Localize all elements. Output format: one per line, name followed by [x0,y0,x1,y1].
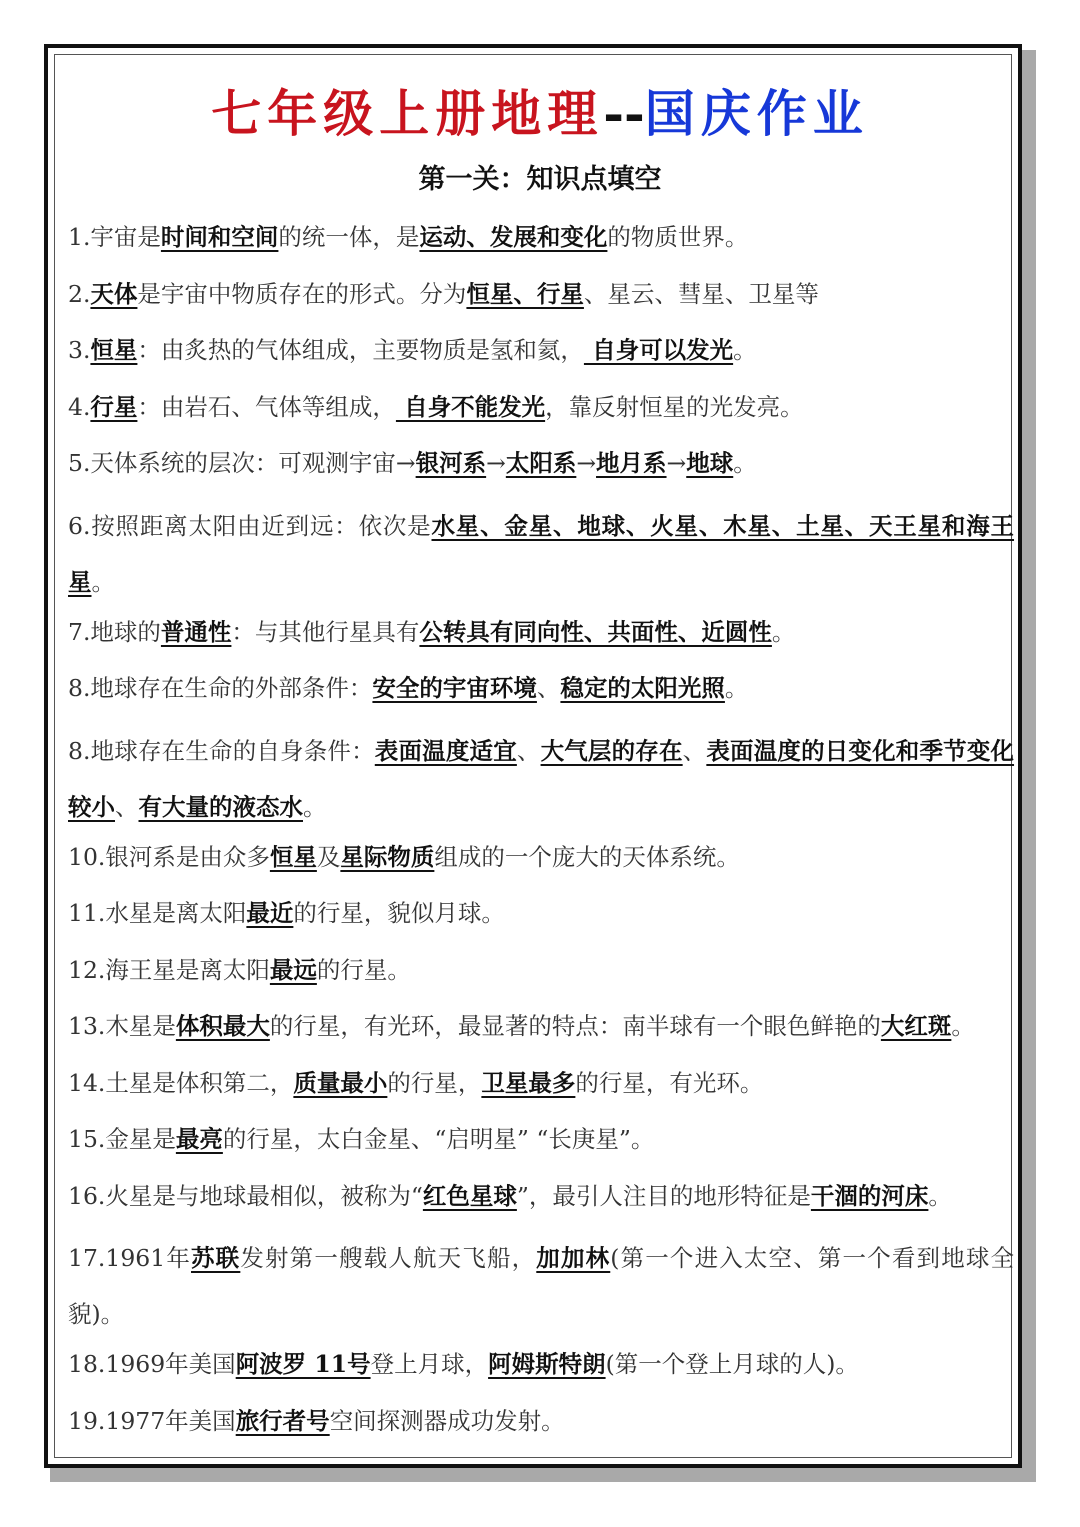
item-text: 8.地球存在生命的外部条件： [68,674,373,702]
item-text: ：由炙热的气体组成，主要物质是氢和氦， [137,336,584,364]
item-text: 的统一体，是 [278,223,420,251]
answer-keyword: 恒星 [269,842,317,871]
item-text: 的行星。 [316,955,411,984]
item-text: 7.地球的 [68,617,161,646]
knowledge-item [68,385,1014,429]
knowledge-item [68,1004,1014,1048]
item-text: 、 [682,736,707,765]
knowledge-item [68,1342,1014,1386]
item-text: 17.1961年 [68,1244,192,1272]
knowledge-item [68,1117,1014,1161]
answer-keyword: 干涸的河床 [810,1181,929,1210]
item-text: 空间探测器成功发射。 [329,1406,565,1435]
knowledge-item [68,1061,1014,1105]
answer-keyword: 最亮 [175,1125,223,1153]
title-homework: 国庆作业 [644,84,869,143]
title-separator: -- [603,84,645,143]
answer-keyword: 安全的宇宙环境 [372,674,537,702]
title-main: 七年级上册地理 [211,84,604,143]
knowledge-item [68,1230,1014,1342]
item-text: 3. [68,336,91,364]
item-text: 的行星，貌似月球。 [293,899,505,927]
knowledge-item [68,272,1014,316]
item-text: 2. [68,279,91,308]
item-text: 、 [516,736,541,765]
knowledge-item [68,441,1014,485]
answer-keyword: 卫星最多 [481,1068,576,1097]
answer-keyword: 表面温度适宜 [374,736,517,765]
item-text: 12.海王星是离太阳 [68,955,270,984]
item-text: 19.1977年美国 [68,1406,236,1435]
item-text: ：由岩石、气体等组成， [137,392,396,421]
section-heading: 第一关：知识点填空 [418,164,662,195]
answer-keyword: 银河系 [415,449,487,477]
item-text: 的行星， [387,1068,482,1097]
item-text: 。 [951,1012,975,1040]
item-text: 10.银河系是由众多 [68,842,270,871]
item-text: 及 [316,842,341,871]
item-text: (第一个登上月球的人)。 [605,1350,859,1378]
answer-keyword: 恒星 [90,336,138,364]
item-text: 。 [91,567,115,596]
item-text: 、星云、彗星、卫星等 [583,279,819,308]
item-text: 、 [536,674,561,702]
answer-keyword: 加加林 [536,1244,611,1272]
item-text: 6.按照距离太阳由近到远：依次是 [68,511,432,540]
answer-keyword: 旅行者号 [235,1406,330,1435]
item-text: 8.地球存在生命的自身条件： [68,736,375,765]
fill-in-blank-list [68,215,1014,1455]
knowledge-item [68,835,1014,879]
knowledge-item [68,498,1014,610]
knowledge-item [68,1174,1014,1218]
item-text: ”，最引人注目的地形特征是 [516,1181,811,1210]
answer-keyword: 自身不能发光 [395,392,546,421]
answer-keyword: 红色星球 [422,1181,517,1210]
knowledge-item [68,610,1014,654]
item-text: 4. [68,392,91,421]
answer-keyword: 体积最大 [175,1012,270,1040]
answer-keyword: 普通性 [160,617,232,646]
item-text: 是宇宙中物质存在的形式。分为 [137,279,467,308]
answer-keyword: 自身可以发光 [583,336,734,364]
item-text: 。 [771,617,796,646]
item-text: 的行星，有光环。 [575,1068,764,1097]
answer-keyword: 大气层的存在 [540,736,683,765]
answer-keyword: 大红斑 [880,1012,952,1040]
knowledge-item [68,328,1014,372]
item-text: 13.木星是 [68,1012,176,1040]
knowledge-item [68,891,1014,935]
item-text: → [576,449,597,477]
knowledge-item [68,1399,1014,1443]
answer-keyword: 有大量的液态水 [138,792,303,821]
answer-keyword: 运动、发展和变化 [419,223,608,251]
answer-keyword: 苏联 [191,1244,241,1272]
item-text: 。 [928,1181,952,1210]
item-text: 18.1969年美国 [68,1350,236,1378]
item-text: 组成的一个庞大的天体系统。 [434,842,740,871]
item-text: ：与其他行星具有 [231,617,420,646]
item-text: 发射第一艘载人航天飞船， [240,1244,537,1272]
item-text: → [666,449,687,477]
answer-keyword: 阿姆斯特朗 [488,1350,606,1378]
item-text: 16.火星是与地球最相似，被称为“ [68,1181,423,1210]
knowledge-item [68,666,1014,710]
answer-keyword: 恒星、行星 [466,279,584,308]
answer-keyword: 表面温度的日变化和季节变化较小 [68,736,1015,821]
item-text: 11.水星是离太阳 [68,899,247,927]
answer-keyword: 天体 [90,279,138,308]
knowledge-item [68,948,1014,992]
item-text: 的行星，太白金星、“启明星” “长庚星”。 [222,1125,655,1153]
item-text: 14.土星是体积第二， [68,1068,294,1097]
item-text: (第一个进入太空、第一个看到地球全貌)。 [68,1244,1015,1328]
item-text: → [486,449,506,477]
answer-keyword: 太阳系 [505,449,577,477]
item-text: 。 [733,336,757,364]
answer-keyword: 地球 [686,449,734,477]
answer-keyword: 阿波罗 11号 [235,1350,371,1378]
item-text: 15.金星是 [68,1125,176,1153]
knowledge-item [68,215,1014,259]
item-text: 的行星，有光环，最显著的特点：南半球有一个眼色鲜艳的 [269,1012,881,1040]
answer-keyword: 地月系 [596,449,667,477]
item-text: 5.天体系统的层次：可观测宇宙→ [68,449,416,477]
item-text: 1.宇宙是 [68,223,161,251]
page-title [0,84,1080,144]
item-text: 。 [724,674,749,702]
answer-keyword: 时间和空间 [160,223,279,251]
item-text: ，靠反射恒星的光发亮。 [545,392,804,421]
answer-keyword: 水星、金星、地球、火星、木星、土星、天王星和海王星 [68,511,1015,596]
answer-keyword: 最近 [246,899,294,927]
answer-keyword: 稳定的太阳光照 [560,674,725,702]
item-text: 的物质世界。 [607,223,749,251]
answer-keyword: 行星 [90,392,138,421]
answer-keyword: 最远 [269,955,317,984]
item-text: 。 [733,449,757,477]
item-text: 、 [115,792,139,821]
answer-keyword: 公转具有同向性、共面性、近圆性 [419,617,772,646]
item-text: 。 [303,792,327,821]
item-text: 登上月球， [370,1350,489,1378]
answer-keyword: 质量最小 [293,1068,388,1097]
knowledge-item [68,723,1014,835]
answer-keyword: 星际物质 [340,842,435,871]
